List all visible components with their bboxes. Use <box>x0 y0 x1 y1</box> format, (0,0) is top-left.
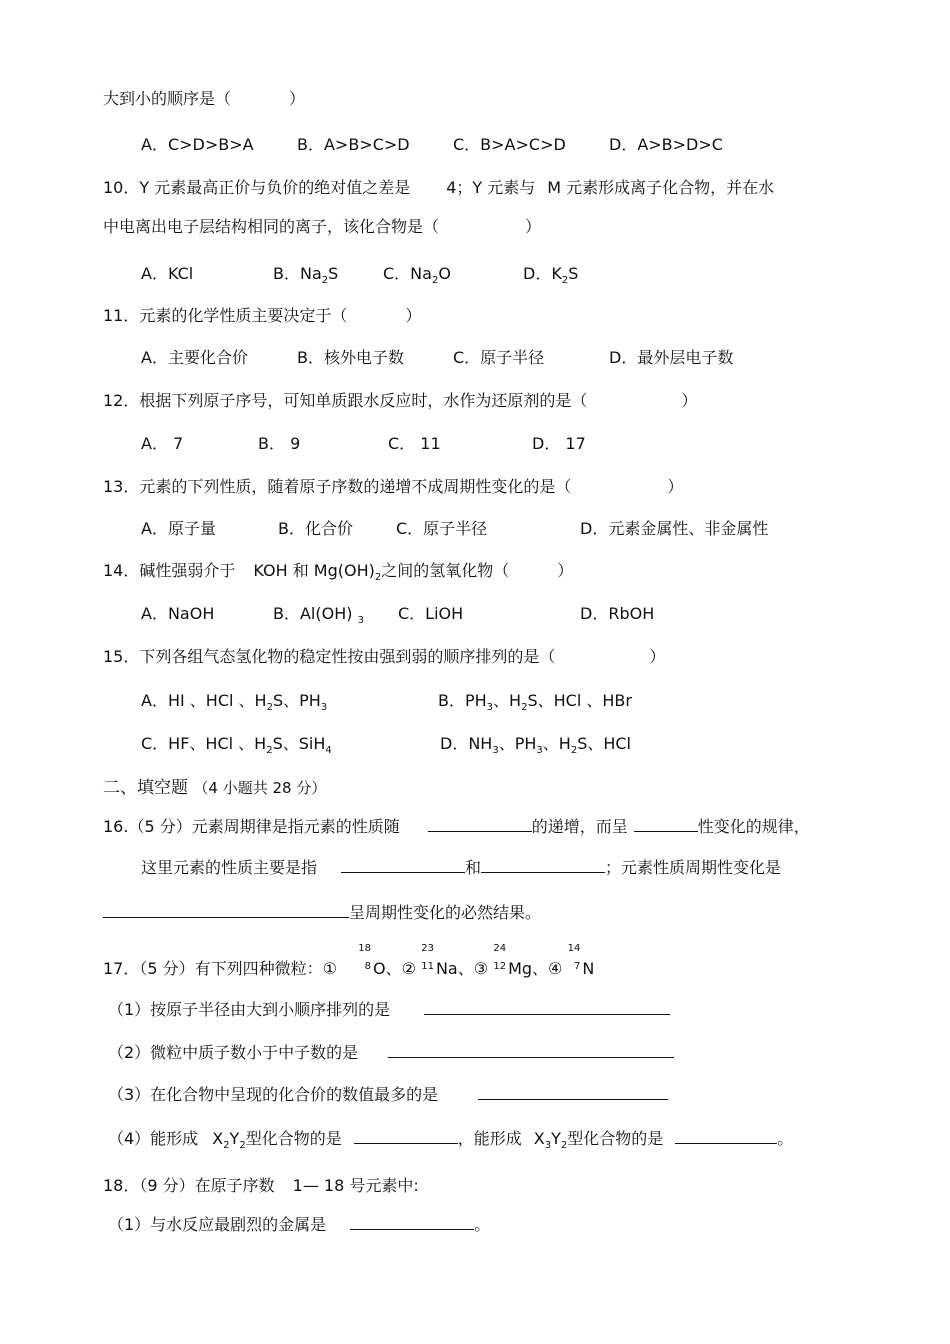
q10-option-c-post: O <box>438 264 451 283</box>
q16-blank-4[interactable] <box>481 858 605 873</box>
q17-sub2 <box>108 1043 674 1063</box>
q18-sub1 <box>108 1215 490 1235</box>
q17-blank-5[interactable] <box>675 1129 777 1144</box>
q17-blank-4[interactable] <box>354 1129 458 1144</box>
q16-blank-3[interactable] <box>341 858 465 873</box>
q16-blank-2[interactable] <box>634 817 698 832</box>
q17-sub4-x: X <box>212 1129 224 1148</box>
q15-option-b-sub: 3 <box>486 702 494 714</box>
q9-close-paren: ） <box>289 89 306 108</box>
q14-stem-a: 14．碱性强弱介于 <box>103 561 236 580</box>
q11-stem <box>103 306 421 326</box>
isotope-na23 <box>416 943 436 974</box>
q12-option-a: A． 7 <box>141 434 184 453</box>
q12-stem-text: 12．根据下列原子序号，可知单质跟水反应时，水作为还原剂的是（ <box>103 391 588 410</box>
q13-option-d: D．元素金属性、非金属性 <box>580 519 769 538</box>
q10-option-c <box>383 264 451 287</box>
q11-option-a: A．主要化合价 <box>141 348 248 367</box>
q11-option-d: D．最外层电子数 <box>609 348 734 367</box>
isotope-mass: 18 <box>358 943 371 954</box>
isotope-z: 12 <box>493 961 507 972</box>
q16-line2-a: 这里元素的性质主要是指 <box>141 858 318 877</box>
q10-option-b-pre: B．Na <box>273 264 322 283</box>
q10-option-d-sub: 2 <box>561 275 569 287</box>
section-note: （4 小题共 28 分） <box>193 779 327 797</box>
q11-option-b: B．核外电子数 <box>297 348 404 367</box>
q10-option-b <box>273 264 339 287</box>
q15-option-d <box>440 734 631 757</box>
q10-option-d-pre: D．K <box>523 264 562 283</box>
isotope-mass: 14 <box>567 943 581 954</box>
q17-sub4-b: 型化合物的是 <box>245 1129 342 1148</box>
q10-option-d-post: S <box>568 264 579 283</box>
q17-sub3-text: （3）在化合物中呈现的化合价的数值最多的是 <box>108 1085 439 1104</box>
q15-option-c-part: S、SiH <box>272 734 326 753</box>
q17-sub1-text: （1）按原子半径由大到小顺序排列的是 <box>108 1000 391 1019</box>
q16-line1-a: 16.（5 分）元素周期律是指元素的性质随 <box>103 817 400 836</box>
q14-option-a: A．NaOH <box>141 604 215 623</box>
q17-sub4-c: ，能形成 <box>457 1129 522 1148</box>
q14-stem-c: 之间的氢氧化物（ <box>381 561 510 580</box>
q15-option-b-sub: 2 <box>521 702 528 714</box>
q10-line2 <box>103 217 541 237</box>
q15-stem-text: 15．下列各组气态氢化物的稳定性按由强到弱的顺序排列的是（ <box>103 647 556 666</box>
isotope-mass: 24 <box>493 943 507 954</box>
q15-option-c-sub: 2 <box>266 745 273 757</box>
q9-option-b: B．A>B>C>D <box>297 135 410 154</box>
q15-option-b-part: S、HCl 、HBr <box>527 691 632 710</box>
q13-option-c: C．原子半径 <box>396 519 488 538</box>
q18-stem <box>103 1176 419 1196</box>
q17-sub4-y: Y <box>229 1129 240 1148</box>
q15-option-d-sub: 2 <box>570 745 578 757</box>
q14-option-b-sub: 3 <box>357 615 364 627</box>
q10-line1-a: 10．Y 元素最高正价与负价的绝对值之差是 <box>103 178 411 197</box>
q17-blank-2[interactable] <box>388 1043 674 1058</box>
q12-close-paren: ） <box>681 391 698 410</box>
q15-option-a-part: A．HI 、HCl 、H <box>141 691 267 710</box>
q14-close-paren: ） <box>557 561 574 580</box>
q15-option-a <box>141 691 328 714</box>
isotope-symbol: Mg <box>508 959 533 978</box>
isotope-mg24 <box>488 943 508 974</box>
q16-line3-text: 呈周期性变化的必然结果。 <box>349 903 542 922</box>
q15-option-a-part: S、PH <box>272 691 321 710</box>
q17-sub2-text: （2）微粒中质子数小于中子数的是 <box>108 1043 359 1062</box>
q17-sub3 <box>108 1085 668 1105</box>
q17-sub4-d: 型化合物的是 <box>567 1129 664 1148</box>
q10-option-c-sub: 2 <box>431 275 439 287</box>
q14-stem-sub: 2 <box>374 572 382 584</box>
q11-stem-text: 11．元素的化学性质主要决定于（ <box>103 306 348 325</box>
q14-option-c: C．LiOH <box>398 604 464 623</box>
isotope-sep: 、④ <box>532 959 563 978</box>
q16-line1-b: 的递增，而呈 <box>531 817 628 836</box>
q15-option-a-sub: 2 <box>266 702 273 714</box>
q15-option-b-part: 、H <box>493 691 522 710</box>
q10-option-b-sub: 2 <box>321 275 329 287</box>
q17-sub4-y-sub: 2 <box>239 1140 246 1152</box>
q13-option-b: B．化合价 <box>278 519 353 538</box>
q10-option-d <box>523 264 579 287</box>
q15-option-c-sub: 4 <box>325 745 332 757</box>
q14-option-b <box>273 604 364 627</box>
q16-blank-5[interactable] <box>103 903 349 918</box>
q18-stem-b: 1— 18 号元素中: <box>292 1176 419 1195</box>
q10-line2-text: 中电离出电子层结构相同的离子，该化合物是（ <box>103 217 440 236</box>
q11-option-c: C．原子半径 <box>453 348 545 367</box>
q14-stem <box>103 561 574 584</box>
q16-line2-b: 和 <box>465 858 482 877</box>
q15-option-b <box>438 691 632 714</box>
q9-stem-text: 大到小的顺序是（ <box>103 89 232 108</box>
q15-option-d-part: 、PH <box>498 734 537 753</box>
q17-stem <box>103 943 595 979</box>
q15-option-d-sub: 3 <box>536 745 543 757</box>
isotope-symbol: Na <box>435 959 458 978</box>
q15-stem <box>103 647 665 667</box>
q17-sub4-x2-sub: 3 <box>544 1140 552 1152</box>
q17-sub4-end: 。 <box>777 1129 794 1148</box>
q17-sub4 <box>108 1129 794 1152</box>
isotope-sep: 、② <box>385 959 416 978</box>
isotope-symbol: O <box>372 959 386 978</box>
q9-option-a: A．C>D>B>A <box>141 135 254 154</box>
isotope-z: 7 <box>574 961 581 972</box>
q10-option-a: A．KCl <box>141 264 194 283</box>
q15-option-d-part: S、HCl <box>577 734 631 753</box>
q18-sub1-text: （1）与水反应最剧烈的金属是 <box>108 1215 327 1234</box>
q17-blank-3[interactable] <box>478 1085 668 1100</box>
q18-blank-1[interactable] <box>350 1215 474 1230</box>
isotope-symbol: N <box>582 959 595 978</box>
q18-stem-a: 18．（9 分）在原子序数 <box>103 1176 275 1195</box>
q17-sub4-x-sub: 2 <box>223 1140 230 1152</box>
q10-option-c-pre: C．Na <box>383 264 432 283</box>
q15-option-a-sub: 3 <box>320 702 328 714</box>
isotope-n14 <box>562 943 582 974</box>
q15-option-d-sub: 3 <box>492 745 499 757</box>
q15-option-b-part: B．PH <box>438 691 487 710</box>
q14-option-b-pre: B．Al(OH) <box>273 604 353 623</box>
q10-line1-c: M 元素形成离子化合物，并在水 <box>547 178 775 197</box>
section-heading <box>103 778 326 798</box>
isotope-z: 8 <box>364 961 371 972</box>
q16-line3 <box>103 903 541 923</box>
q17-sub4-x2: X <box>533 1129 545 1148</box>
q10-close-paren: ） <box>525 217 542 236</box>
q16-line2-c: ；元素性质周期性变化是 <box>605 858 782 877</box>
q12-option-b: B． 9 <box>258 434 301 453</box>
q11-close-paren: ） <box>405 306 422 325</box>
isotope-mass: 23 <box>421 943 434 954</box>
q16-line1 <box>103 817 810 837</box>
q17-sub4-y2: Y <box>551 1129 561 1148</box>
q16-blank-1[interactable] <box>428 817 532 832</box>
q17-sub4-a: （4）能形成 <box>108 1129 199 1148</box>
q17-blank-1[interactable] <box>424 1000 670 1015</box>
q9-stem <box>103 89 305 109</box>
q10-line1-b: 4；Y 元素与 <box>446 178 536 197</box>
q14-stem-b: KOH 和 Mg(OH) <box>253 561 375 580</box>
isotope-z: 11 <box>421 961 434 972</box>
q12-option-d: D． 17 <box>532 434 586 453</box>
q13-stem <box>103 477 683 497</box>
q10-option-b-post: S <box>328 264 339 283</box>
q17-stem-text: 17．（5 分）有下列四种微粒：① <box>103 959 337 978</box>
q15-option-d-part: 、H <box>542 734 571 753</box>
q12-option-c: C． 11 <box>388 434 441 453</box>
q15-option-c-part: C．HF、HCl 、H <box>141 734 267 753</box>
q18-sub1-end: 。 <box>474 1215 491 1234</box>
q13-close-paren: ） <box>667 477 684 496</box>
q10-line1 <box>103 178 774 198</box>
q13-stem-text: 13．元素的下列性质，随着原子序数的递增不成周期性变化的是（ <box>103 477 572 496</box>
q16-line2 <box>141 858 781 878</box>
q17-sub1 <box>108 1000 670 1020</box>
q12-stem <box>103 391 697 411</box>
q16-line1-c: 性变化的规律， <box>697 817 810 836</box>
isotope-o18 <box>353 943 373 974</box>
section-title: 二、填空题 <box>103 778 188 798</box>
isotope-sep: 、③ <box>457 959 489 978</box>
q15-option-c <box>141 734 332 757</box>
q17-sub4-y2-sub: 2 <box>560 1140 568 1152</box>
q13-option-a: A．原子量 <box>141 519 216 538</box>
q15-option-d-part: D．NH <box>440 734 493 753</box>
q14-option-d: D．RbOH <box>580 604 655 623</box>
q9-option-c: C．B>A>C>D <box>453 135 566 154</box>
q9-option-d: D．A>B>D>C <box>609 135 723 154</box>
q15-close-paren: ） <box>649 647 666 666</box>
